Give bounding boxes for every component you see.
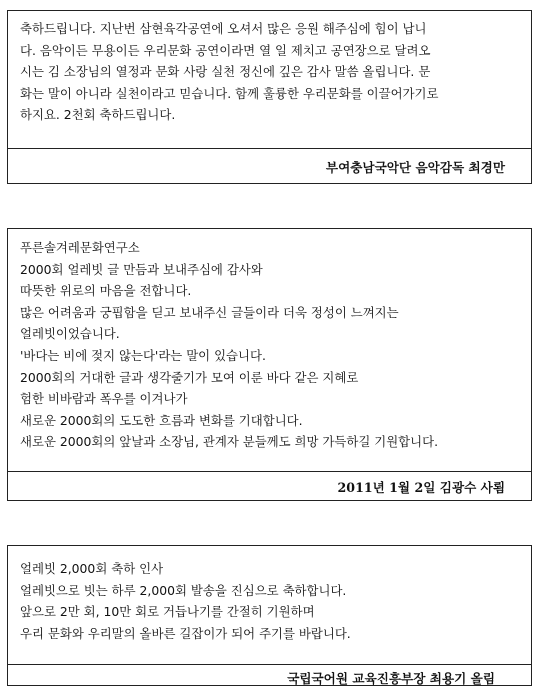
message-line: 얼레빗 2,000회 축하 인사 [20, 561, 164, 576]
message-line: 험한 비바람과 폭우를 이겨나가 [20, 391, 188, 407]
message-line: 얼레빗이었습니다. [20, 326, 120, 342]
message-line: 새로운 2000회의 앞날과 소장님, 관계자 분들께도 희망 가득하길 기원합니다. [20, 434, 439, 450]
message-line: 하지요. 2천회 축하드립니다. [20, 107, 176, 122]
message-line: 우리 문화와 우리말의 올바른 길잡이가 되어 주기를 바랍니다. [20, 625, 351, 641]
message-body [8, 546, 531, 664]
message-line: 축하드립니다. 지난번 삼현육각공연에 오셔서 많은 응원 해주심에 힘이 납니 [20, 21, 427, 36]
message-line: 2000회의 거대한 글과 생각줄기가 모여 이룬 바다 같은 지혜로 [20, 369, 359, 385]
message-signature: 부여충남국악단 음악감독 최경만 [8, 148, 531, 187]
message-signature: 국립국어원 교육진흥부장 최용기 올림 [8, 664, 531, 695]
message-line: 시는 김 소장님의 열정과 문화 사랑 실천 정신에 깊은 감사 말씀 올립니다. 문 [20, 64, 431, 79]
message-line: 푸른솔겨레문화연구소 [20, 240, 140, 255]
message-box-choi-yonggi [7, 545, 532, 686]
message-line: 다. 음악이든 무용이든 우리문화 공연이라면 열 일 제치고 공연장으로 달려오 [20, 42, 431, 58]
message-body [8, 229, 531, 471]
message-line: 많은 어려움과 궁핍함을 딛고 보내주신 글들이라 더욱 정성이 느껴지는 [20, 304, 399, 320]
message-line: 화는 말이 아니라 실천이라고 믿습니다. 함께 훌륭한 우리문화를 이끌어가기로 [20, 85, 439, 101]
message-signature: 2011년 1월 2일 김광수 사룀 [8, 471, 531, 506]
message-line: 얼레빗으로 빗는 하루 2,000회 발송을 진심으로 축하합니다. [20, 582, 347, 598]
message-body [8, 11, 531, 148]
message-line: '바다는 비에 젖지 않는다'라는 말이 있습니다. [20, 347, 266, 363]
message-line: 따뜻한 위로의 마음을 전합니다. [20, 283, 192, 299]
message-line: 2000회 얼레빗 글 만듬과 보내주심에 감사와 [20, 261, 263, 277]
message-line: 앞으로 2만 회, 10만 회로 거듭나기를 간절히 기원하며 [20, 604, 315, 619]
message-box-kim-kwangsoo [7, 228, 532, 501]
message-line: 새로운 2000회의 도도한 흐름과 변화를 기대합니다. [20, 412, 303, 428]
message-box-choi-kyungman [7, 10, 532, 184]
